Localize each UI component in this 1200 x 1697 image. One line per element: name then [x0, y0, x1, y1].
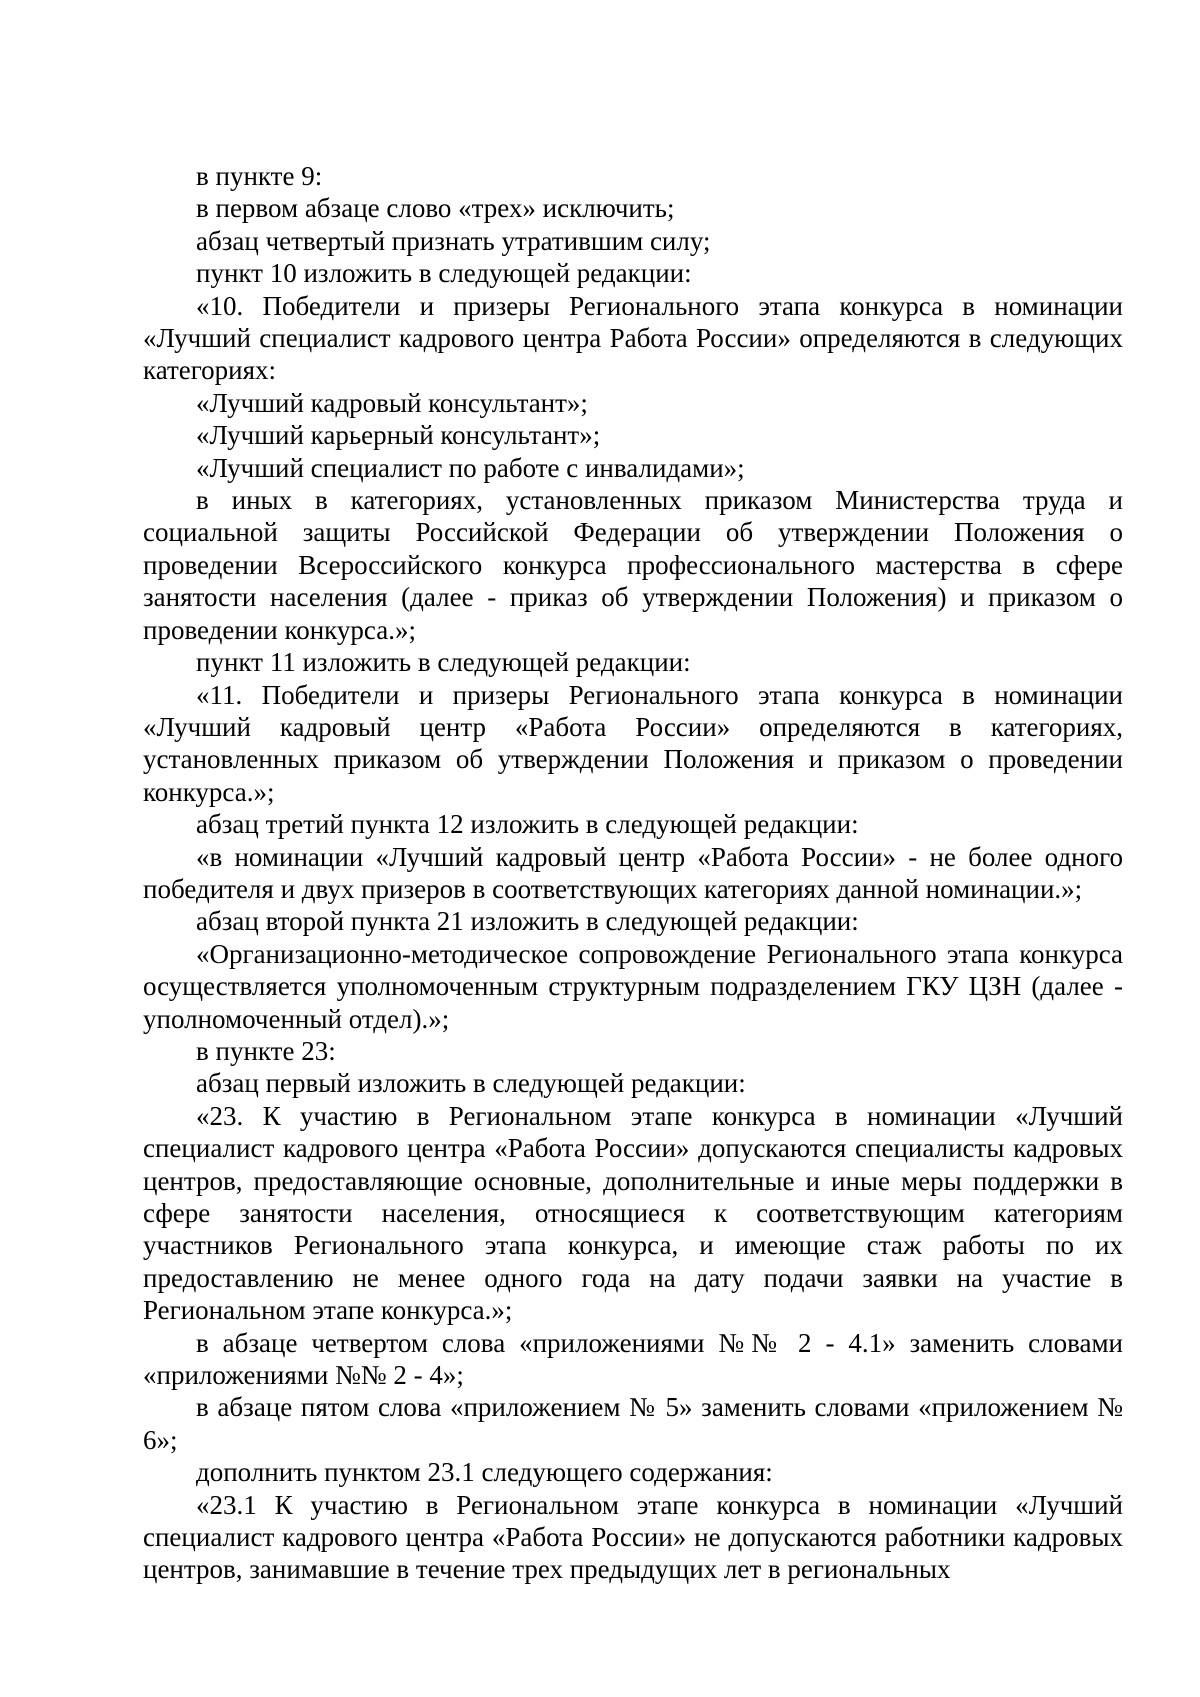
paragraph: «11. Победители и призеры Регионального этапа конкурса в номинации «Лучший кадровый центр «Работа России» определяются в категориях, установленных приказом об утверждении Положения и приказом о проведении конкурса.»;	[143, 679, 1123, 807]
paragraph: абзац третий пункта 12 изложить в следующей редакции:	[196, 809, 859, 840]
paragraph: пункт 11 изложить в следующей редакции:	[196, 647, 691, 678]
paragraph: пункт 10 изложить в следующей редакции:	[196, 258, 692, 289]
paragraph: «Лучший карьерный консультант»;	[196, 420, 601, 451]
paragraph: «Лучший специалист по работе с инвалидами»;	[196, 452, 745, 483]
paragraph: в иных в категориях, установленных приказом Министерства труда и социальной защиты Российской Федерации об утверждении Положения о проведении Всероссийского конкурса профессионального мастерства в сфере занятости населения (далее - приказ об утверждении Положения) и приказом о проведении конкурса.»;	[143, 485, 1123, 645]
paragraph: дополнить пунктом 23.1 следующего содержания:	[196, 1457, 773, 1488]
paragraph: абзац второй пункта 21 изложить в следующей редакции:	[196, 906, 859, 937]
paragraph: в абзаце четвертом слова «приложениями №№ 2 - 4.1» заменить словами «приложениями №№ 2 - 4»;	[143, 1327, 1123, 1391]
paragraph: «в номинации «Лучший кадровый центр «Работа России» - не более одного победителя и двух призеров в соответствующих категориях данной номинации.»;	[143, 841, 1123, 904]
paragraph: «Лучший кадровый консультант»;	[196, 387, 588, 418]
paragraph: абзац четвертый признать утратившим силу;	[196, 225, 711, 256]
paragraph: «23.1 К участию в Региональном этапе конкурса в номинации «Лучший специалист кадрового центра «Работа России» не допускаются работники кадровых центров, занимавшие в течение трех предыдущих лет в региональных	[143, 1489, 1123, 1585]
paragraph: в первом абзаце слово «трех» исключить;	[196, 193, 675, 224]
paragraph: «23. К участию в Региональном этапе конкурса в номинации «Лучший специалист кадрового центра «Работа России» допускаются специалисты кадровых центров, предоставляющие основные, дополнительные и иные меры поддержки в сфере занятости населения, относящиеся к соответствующим категориям участников Регионального этапа конкурса, и имеющие стаж работы по их предоставлению не менее одного года на дату подачи заявки на участие в Региональном этапе конкурса.»;	[143, 1100, 1123, 1326]
paragraph: «10. Победители и призеры Регионального этапа конкурса в номинации «Лучший специалист кадрового центра Работа России» определяются в следующих категориях:	[143, 290, 1123, 386]
paragraph: в пункте 23:	[196, 1035, 336, 1066]
paragraph: в абзаце пятом слова «приложением № 5» заменить словами «приложением № 6»;	[143, 1392, 1123, 1455]
paragraph: абзац первый изложить в следующей редакции:	[196, 1068, 746, 1099]
paragraph: в пункте 9:	[196, 161, 323, 191]
document-page	[143, 160, 1123, 1586]
paragraph: «Организационно-методическое сопровождение Регионального этапа конкурса осуществляется уполномоченным структурным подразделением ГКУ ЦЗН (далее - уполномоченный отдел).»;	[143, 938, 1123, 1034]
